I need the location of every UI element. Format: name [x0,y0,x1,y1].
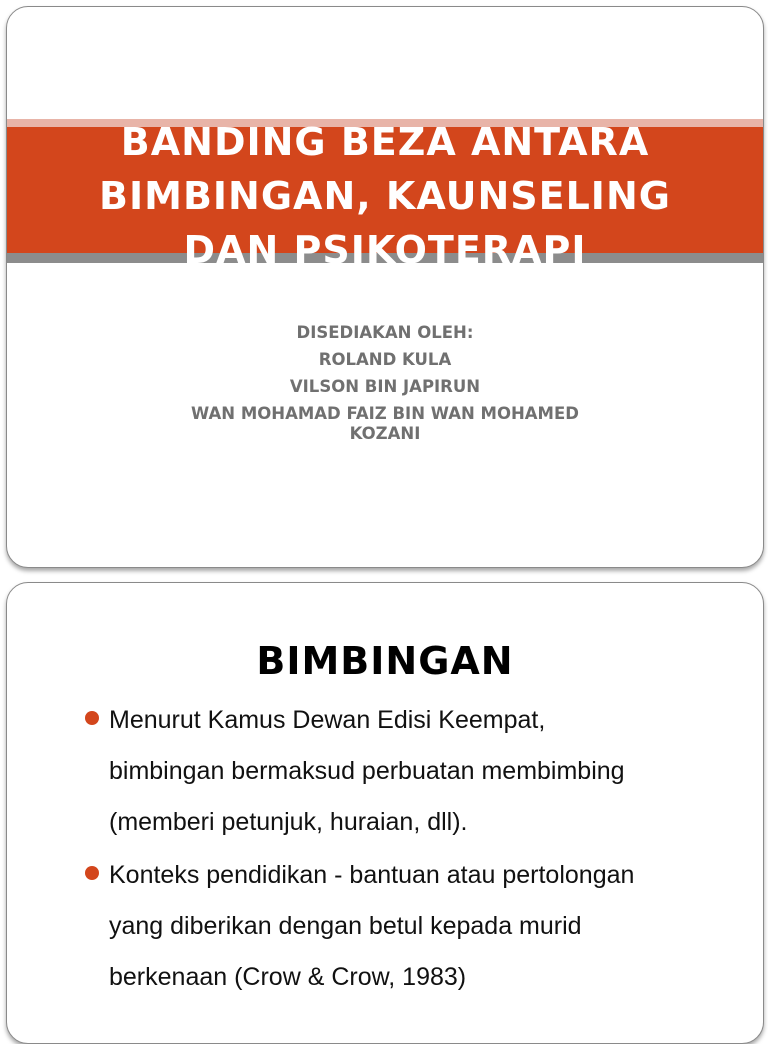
bullet-line: bimbingan bermaksud perbuatan membimbing [109,757,625,785]
slide-heading: BIMBINGAN [256,639,514,683]
bullet-dot-icon [85,866,99,880]
bullet-item [85,695,725,848]
content-slide [6,582,764,1044]
bullet-list [85,695,725,1005]
author-name: VILSON BIN JAPIRUN [289,377,481,396]
bullet-line: yang diberikan dengan betul kepada murid [109,912,582,940]
bullet-line: berkenaan (Crow & Crow, 1983) [109,963,467,991]
author-name-line: WAN MOHAMAD FAIZ BIN WAN MOHAMED [191,404,579,423]
title-line: BIMBINGAN, KAUNSELING [99,174,671,218]
title-line: DAN PSIKOTERAPI [183,228,587,272]
bullet-line: Menurut Kamus Dewan Edisi Keempat, [109,706,546,734]
title-slide [6,6,764,568]
bullet-line: (memberi petunjuk, huraian, dll). [109,808,468,836]
bullet-dot-icon [85,711,99,725]
author-name-line: KOZANI [349,424,421,443]
title-line: BANDING BEZA ANTARA [120,120,650,164]
bullet-item [85,850,725,1003]
bullet-line: Konteks pendidikan - bantuan atau pertolongan [109,861,635,889]
authors-label: DISEDIAKAN OLEH: [296,323,474,342]
authors-block [127,319,643,444]
author-name: ROLAND KULA [318,350,452,369]
author-name [127,404,643,444]
slide-title [7,115,763,277]
